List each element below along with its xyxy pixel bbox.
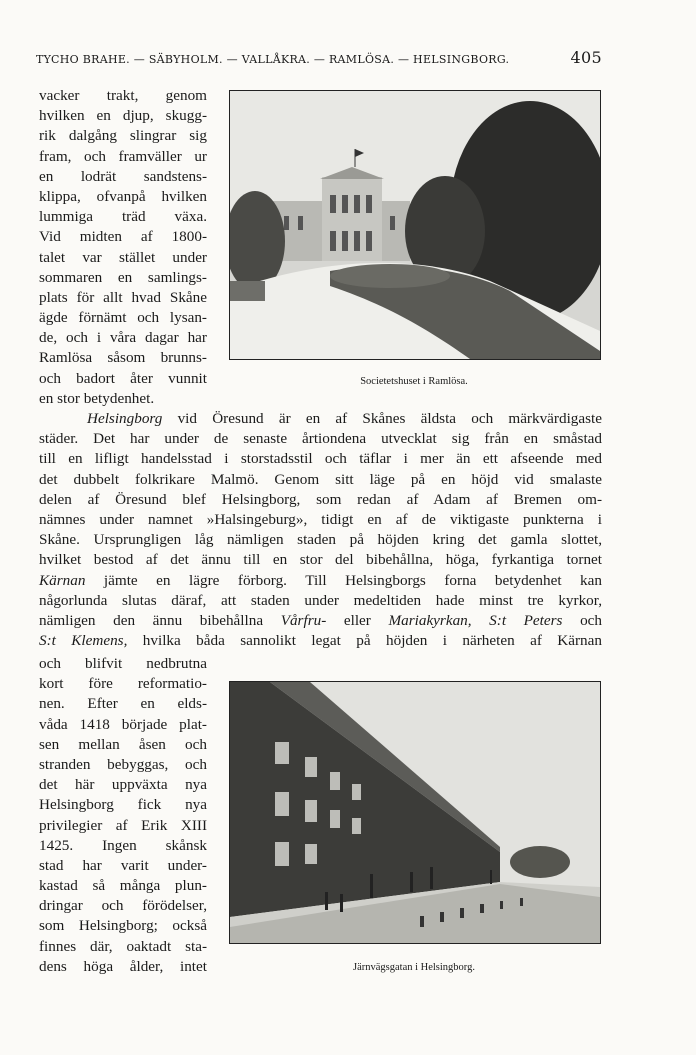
text-line: ägde förnämt och lysan- — [39, 309, 207, 327]
text-line: någorlunda slutas däraf, att staden under medeltiden hade minst tre kyrkor, — [39, 591, 602, 609]
page-number: 405 — [570, 48, 602, 67]
text-line: Vid midten af 1800- — [39, 228, 207, 246]
italic-term: Helsingborg — [87, 410, 163, 427]
text-line: privilegier af Erik XIII — [39, 816, 207, 834]
text-line: nen. Efter en elds- — [39, 695, 207, 713]
running-title: TYCHO BRAHE. — SÄBYHOLM. — VALLÅKRA. — RAMLÖSA. — HELSINGBORG. — [36, 53, 510, 66]
text-line: sommaren en samlings- — [39, 268, 207, 286]
text-line: Ramlösa såsom brunns- — [39, 349, 207, 367]
text-line: Kärnan jämte en lägre förborg. Till Helsingborgs forna betydenhet kan — [39, 571, 602, 589]
text-line: kort före reformatio- — [39, 675, 207, 693]
running-header — [36, 50, 602, 68]
text-line: stranden bebyggas, och — [39, 755, 207, 773]
text-line: klippa, ofvanpå hvilken — [39, 187, 207, 205]
text-line: 1425. Ingen skånsk — [39, 836, 207, 854]
text-line: våda 1418 började plat- — [39, 715, 207, 733]
left-column-text-1 — [39, 86, 207, 409]
text-line: städer. Det har under de senaste årtiondena utvecklat sig från en småstad — [39, 430, 602, 448]
text-line: nämnes under namnet »Halsingeburg», tidigt en af de viktigaste punkterna i — [39, 510, 602, 528]
text-line: en stor betydenhet. — [39, 389, 155, 407]
helsingborg-paragraph — [39, 409, 602, 651]
italic-term: Kärnan — [39, 571, 86, 589]
caption-societetshuset: Societetshuset i Ramlösa. — [360, 376, 468, 387]
text-line: S:t Klemens, hvilka båda sannolikt legat på höjden i närheten af Kärnan — [39, 632, 602, 650]
caption-jarnvagsgatan: Järnvägsgatan i Helsingborg. — [353, 962, 475, 973]
text-line: Helsingborg fick nya — [39, 796, 207, 814]
text-line: och badort åter vunnit — [39, 369, 207, 387]
text-line: finnes där, oaktadt sta- — [39, 937, 207, 955]
photo-jarnvagsgatan — [229, 681, 601, 944]
text-line: hvilken en djup, skugg- — [39, 107, 207, 125]
text-line: dens höga ålder, intet — [39, 957, 207, 975]
text-line: delen af Öresund blef Helsingborg, som redan af Adam af Bremen om- — [39, 490, 602, 508]
text-line: stad har varit under- — [39, 856, 207, 874]
text-line: dringar och förödelser, — [39, 897, 207, 915]
text-line: vacker trakt, genom — [39, 87, 207, 104]
text-line: det här uppväxta nya — [39, 776, 207, 794]
text-line: kastad så många plun- — [39, 877, 207, 895]
text-line: sen mellan åsen och — [39, 735, 207, 753]
photo-societetshuset — [229, 90, 601, 360]
text-line: en lodrät sandstens- — [39, 167, 207, 185]
text-line: lummiga träd växa. — [39, 208, 207, 226]
text-line: Skåne. Ursprungligen låg nämligen staden på höjden kring det gamla slottet, — [39, 531, 602, 549]
text-line: Helsingborg vid Öresund är en af Skånes äldsta och märkvärdigaste — [87, 410, 602, 427]
text-line: talet var stället under — [39, 248, 207, 266]
text-line: till en lifligt handelsstad i storstadsstil och täflar i mer än ett afseende med — [39, 450, 602, 468]
text-line: rik dalgång slingrar sig — [39, 127, 207, 145]
text-line: hvilket bestod af det ännu till en stor del bibehållna, höga, fyrkantiga tornet — [39, 551, 602, 569]
left-column-text-2 — [39, 654, 207, 977]
text-line: nämligen den ännu bibehållna Vårfru- eller Mariakyrkan, S:t Peters och — [39, 611, 602, 629]
photo-jarnvagsgatan-drawing — [230, 682, 600, 943]
text-line: de, och i våra dagar har — [39, 329, 207, 347]
text-line: fram, och framväller ur — [39, 147, 207, 165]
text-line: som Helsingborg; också — [39, 917, 207, 935]
photo-societetshuset-drawing — [230, 91, 600, 359]
text-line: det dubbelt folkrikare Malmö. Genom sitt läge på en höjd vid smalaste — [39, 470, 602, 488]
text-line: plats för allt hvad Skåne — [39, 288, 207, 306]
text-line: och blifvit nedbrutna — [39, 655, 207, 672]
